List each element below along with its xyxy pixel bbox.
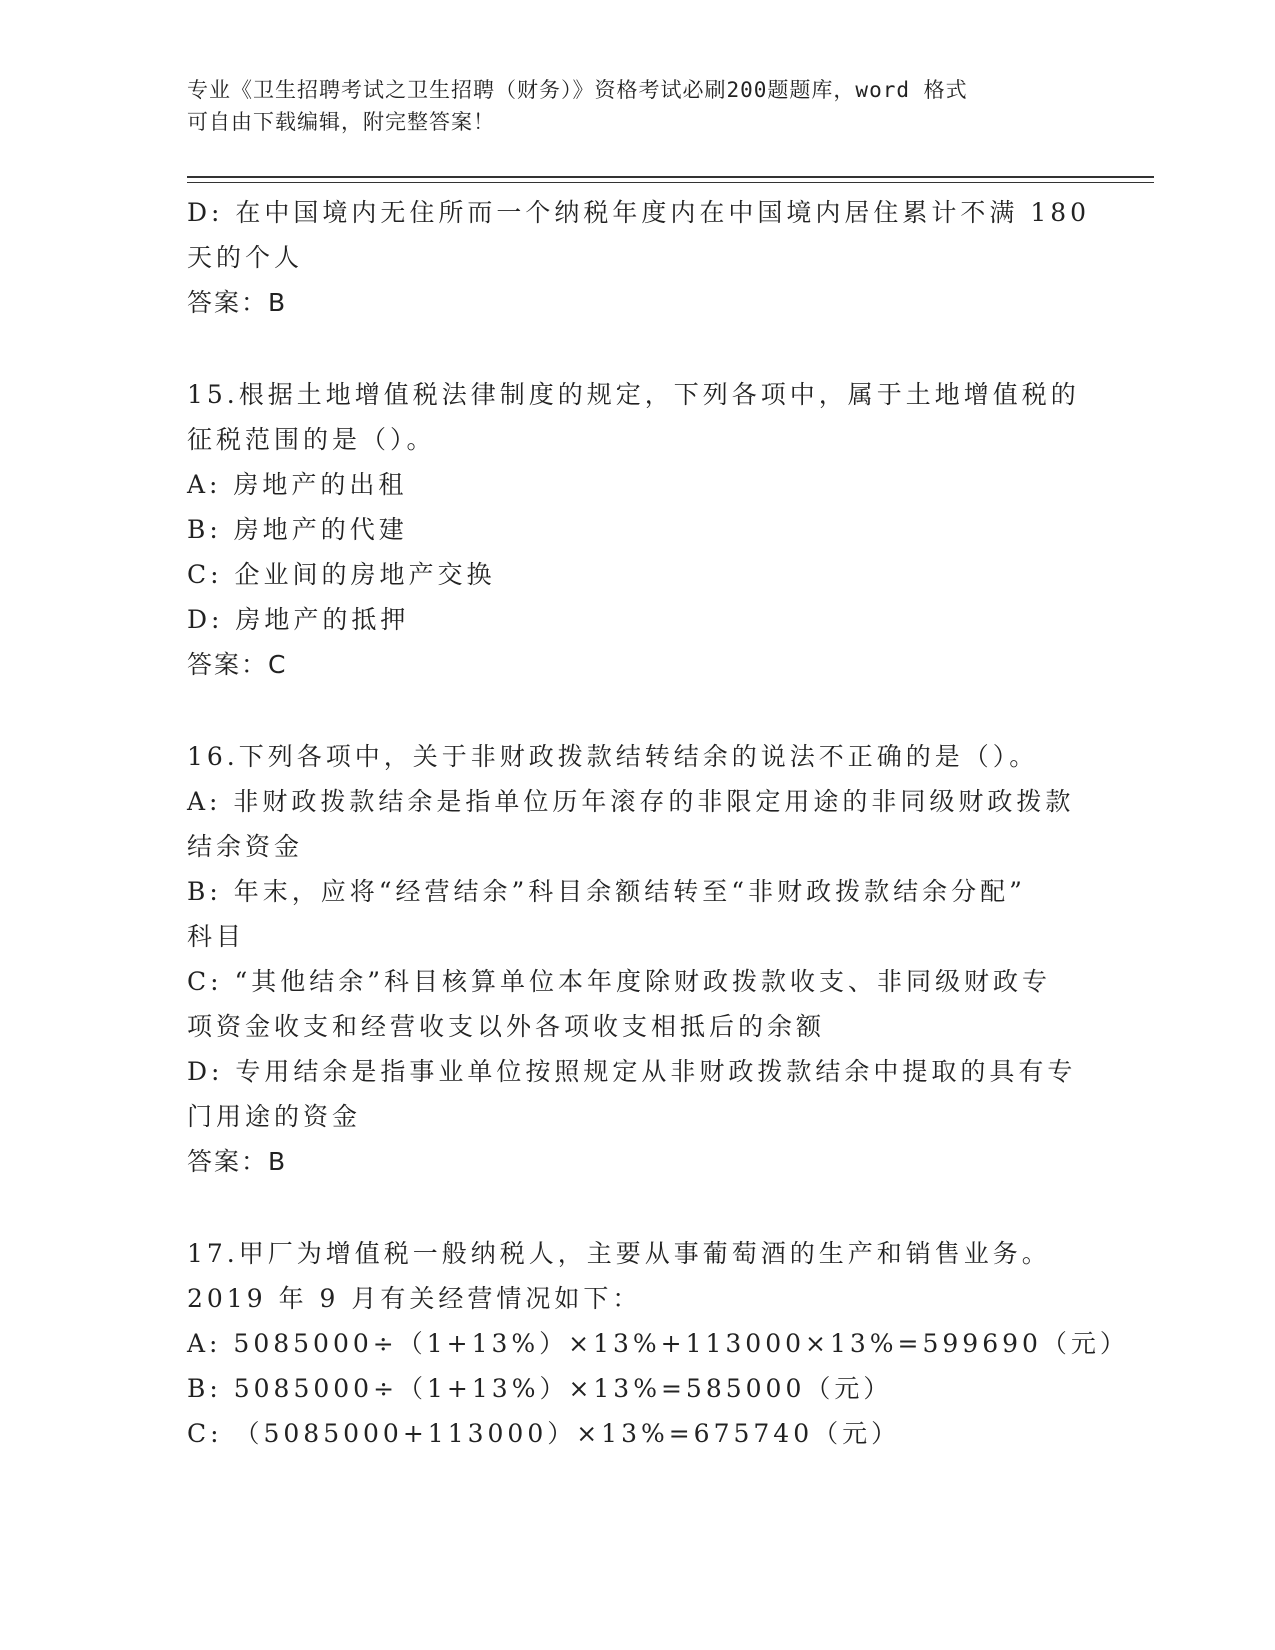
option-b-continued: 科目 — [187, 922, 246, 951]
answer-line: 答案：B — [187, 288, 288, 317]
header-divider-thick — [187, 176, 1154, 178]
option-d: D: 在中国境内无住所而一个纳税年度内在中国境内居住累计不满 180 — [187, 198, 1091, 227]
question-16 — [187, 734, 1087, 1184]
option-b: B: 年末，应将“经营结余”科目余额结转至“非财政拨款结余分配” — [187, 877, 1026, 906]
question-stem: 15.根据土地增值税法律制度的规定，下列各项中，属于土地增值税的 — [187, 380, 1080, 409]
question-17 — [187, 1231, 1129, 1456]
option-c: C: “其他结余”科目核算单位本年度除财政拨款收支、非同级财政专 — [187, 967, 1052, 996]
option-a-continued: 结余资金 — [187, 832, 304, 861]
option-a: A: 5085000÷（1+13%）×13%+113000×13%=599690（元） — [187, 1329, 1129, 1358]
option-a: A: 房地产的出租 — [187, 470, 408, 499]
answer-line: 答案：C — [187, 650, 288, 679]
header-title-line1: 专业《卫生招聘考试之卫生招聘（财务）》资格考试必刷200题题库，word 格式 — [187, 78, 968, 102]
question-stem: 16.下列各项中，关于非财政拨款结转结余的说法不正确的是（）。 — [187, 742, 1039, 771]
option-d: D: 专用结余是指事业单位按照规定从非财政拨款结余中提取的具有专 — [187, 1057, 1077, 1086]
answer-line: 答案：B — [187, 1147, 288, 1176]
question-stem: 17.甲厂为增值税一般纳税人，主要从事葡萄酒的生产和销售业务。 — [187, 1239, 1051, 1268]
option-c-continued: 项资金收支和经营收支以外各项收支相抵后的余额 — [187, 1012, 826, 1041]
option-a: A: 非财政拨款结余是指单位历年滚存的非限定用途的非同级财政拨款 — [187, 787, 1075, 816]
question-stem-continued: 2019 年 9 月有关经营情况如下： — [187, 1284, 642, 1313]
question-list — [187, 190, 1129, 1456]
option-d-continued: 门用途的资金 — [187, 1102, 362, 1131]
option-d-continued: 天的个人 — [187, 243, 304, 272]
document-header — [187, 74, 1067, 138]
option-b: B: 5085000÷（1+13%）×13%=585000（元） — [187, 1374, 893, 1403]
header-title-line2: 可自由下载编辑，附完整答案！ — [187, 110, 495, 134]
question-stem-continued: 征税范围的是（）。 — [187, 425, 436, 454]
option-b: B: 房地产的代建 — [187, 515, 408, 544]
option-c: C: 企业间的房地产交换 — [187, 560, 496, 589]
question-14-tail — [187, 190, 1091, 325]
question-15 — [187, 372, 1087, 687]
option-c: C: （5085000+113000）×13%=675740（元） — [187, 1419, 901, 1448]
option-d: D: 房地产的抵押 — [187, 605, 410, 634]
header-divider-thin — [187, 182, 1154, 183]
